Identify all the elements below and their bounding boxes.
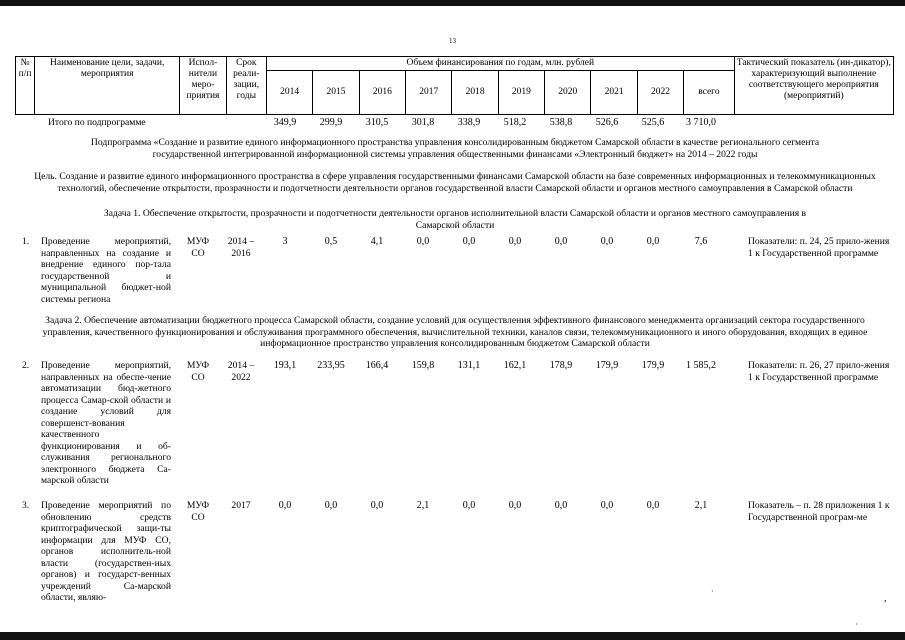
row-value: 0,0: [646, 236, 660, 247]
row-term: 2014 – 2016: [227, 236, 255, 259]
row-value: 2,1: [694, 500, 708, 511]
total-value: 3 710,0: [686, 117, 716, 128]
bottom-border: [0, 632, 905, 640]
row-value: 0,0: [600, 500, 614, 511]
scan-mark: ,: [884, 593, 887, 604]
header-year: всего: [684, 71, 734, 115]
total-value: 338,9: [457, 117, 481, 128]
scan-mark: ·: [711, 587, 714, 596]
row-value: 0,0: [508, 236, 522, 247]
row-indicator: Показатели: п. 24, 25 прило-жения 1 к Государственной программе: [748, 236, 890, 259]
header-year: 2017: [406, 71, 452, 115]
total-label: Итого по подпрограмме: [48, 117, 146, 128]
row-indicator: Показатели: п. 26, 27 прило-жения 1 к Государственной программе: [748, 360, 890, 383]
row-number: 3.: [22, 500, 30, 511]
total-value: 310,5: [365, 117, 389, 128]
header-table: [15, 56, 894, 115]
top-border: [0, 0, 905, 6]
header-year: 2019: [498, 71, 544, 115]
scan-mark: ·: [855, 620, 858, 629]
row-value: 0,0: [324, 500, 338, 511]
header-indicator: Тактический показатель (ин-дикатор), характеризующий выполнение соответствующего мероприятия (мероприятий): [734, 57, 893, 115]
header-name: Наименование цели, задачи, мероприятия: [35, 57, 180, 115]
row-value: 0,0: [508, 500, 522, 511]
row-value: 1 585,2: [686, 360, 716, 371]
row-value: 3: [282, 236, 288, 247]
header-funding: Объем финансирования по годам, млн. рублей: [266, 57, 734, 71]
subprogram-title: Подпрограмма «Создание и развитие единого информационного пространства управления консолидированным бюджетом Самарской области в качестве регионального сегмента государственной интегрированной информационной системы управления общественными финансами «Электронный бюджет» на 2014 – 2022 годы: [90, 137, 820, 160]
row-value: 0,0: [600, 236, 614, 247]
row-name: Проведение мероприятий, направленных на создание и внедрение единого пор-тала государственной и муниципальной бюджет-ной системы региона: [41, 236, 171, 305]
total-value: 301,8: [411, 117, 435, 128]
header-term: Срок реали-зации, годы: [226, 57, 266, 115]
row-value: 7,6: [694, 236, 708, 247]
row-value: 0,0: [462, 236, 476, 247]
header-year: 2021: [591, 71, 637, 115]
row-term: 2014 – 2022: [227, 360, 255, 383]
row-name: Проведение мероприятий по обновлению средств криптографической защи-ты информации для МУФ СО, органов исполнитель-ной власти (государствен-ных органов) и государст-венных учреждений Са-марской области, являю-: [41, 500, 171, 603]
row-value: 4,1: [370, 236, 384, 247]
task1-text: Задача 1. Обеспечение открытости, прозрачности и подотчетности деятельности органов исполнительной власти Самарской области и органов местного самоуправления в Самарской области: [103, 208, 807, 231]
header-exec: Испол-нители меро-приятия: [180, 57, 226, 115]
total-value: 349,9: [273, 117, 297, 128]
row-value: 0,0: [554, 500, 568, 511]
row-name: Проведение мероприятий, направленных на обеспе-чение автоматизации бюд-жетного процесса Самар-ской области и создание условий для совершенст-вования качественного функционирования и об-служивания регионального электронного бюджета Са-марской области: [41, 360, 171, 486]
header-year: 2015: [313, 71, 359, 115]
row-number: 1.: [22, 236, 30, 247]
goal-text: Цель. Создание и развитие единого информационного пространства в сфере управления государственными финансами Самарской области на базе современных информационных и телекоммуникационных технологий, обеспечение открытости, прозрачности и подотчетности деятельности органов государственной власти Самарской области и органов местного самоуправления в Самарской области: [34, 171, 876, 194]
row-number: 2.: [22, 360, 30, 371]
row-executor: МУФ СО: [186, 360, 210, 383]
header-year: 2020: [545, 71, 591, 115]
row-value: 131,1: [457, 360, 481, 371]
header-no: № п/п: [16, 57, 35, 115]
row-executor: МУФ СО: [186, 500, 210, 523]
row-value: 0,0: [646, 500, 660, 511]
row-value: 0,0: [554, 236, 568, 247]
row-value: 159,8: [411, 360, 435, 371]
header-year: 2016: [359, 71, 405, 115]
total-value: 538,8: [549, 117, 573, 128]
total-value: 518,2: [503, 117, 527, 128]
task2-text: Задача 2. Обеспечение автоматизации бюджетного процесса Самарской области, создание условий для осуществления эффективного финансового менеджмента организаций сектора государственного управления, качественного функционирования и обслуживания программного обеспечения, вычислительной техники, каналов связи, телекоммуникационного и иного оборудования, входящих в единое информационное пространство управления консолидированным бюджетом Самарской области: [42, 315, 868, 349]
row-value: 193,1: [273, 360, 297, 371]
row-value: 233,95: [317, 360, 345, 371]
header-year: 2018: [452, 71, 498, 115]
row-indicator: Показатель – п. 28 приложения 1 к Государственной програм-ме: [748, 500, 890, 523]
row-value: 2,1: [416, 500, 430, 511]
row-executor: МУФ СО: [186, 236, 210, 259]
row-value: 179,9: [641, 360, 665, 371]
total-value: 526,6: [595, 117, 619, 128]
header-year: 2022: [637, 71, 683, 115]
total-value: 299,9: [319, 117, 343, 128]
row-value: 0,5: [324, 236, 338, 247]
total-row: [15, 117, 894, 130]
row-value: 162,1: [503, 360, 527, 371]
row-term: 2017: [231, 500, 251, 511]
page-number: 13: [449, 37, 456, 45]
row-value: 178,9: [549, 360, 573, 371]
row-value: 0,0: [462, 500, 476, 511]
total-value: 525,6: [641, 117, 665, 128]
row-value: 166,4: [365, 360, 389, 371]
header-year: 2014: [266, 71, 312, 115]
row-value: 179,9: [595, 360, 619, 371]
row-value: 0,0: [416, 236, 430, 247]
row-value: 0,0: [278, 500, 292, 511]
row-value: 0,0: [370, 500, 384, 511]
